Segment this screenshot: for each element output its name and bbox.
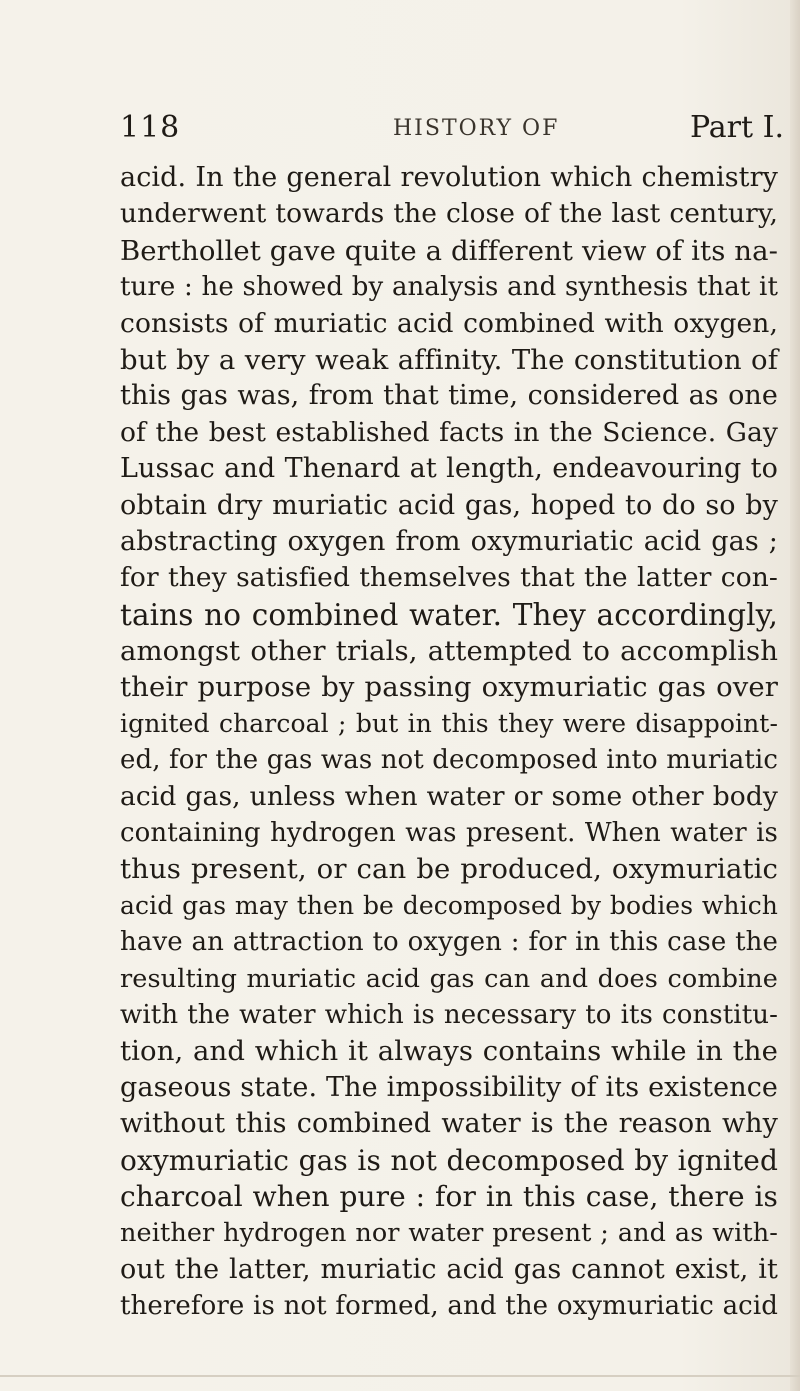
body-text: [120, 160, 778, 1325]
text-line: ignited charcoal ; but in this they were disappoint-: [120, 708, 778, 738]
text-line: amongst other trials, attempted to accomplish: [120, 635, 778, 668]
text-line: have an attraction to oxygen : for in this case the: [120, 927, 778, 958]
text-line: acid. In the general revolution which chemistry: [120, 162, 778, 193]
text-line: charcoal when pure : for in this case, there is: [120, 1179, 778, 1213]
text-line: gaseous state. The impossibility of its existence: [120, 1071, 778, 1103]
text-line: resulting muriatic acid gas can and does combine: [120, 963, 778, 994]
text-line: for they satisfied themselves that the latter con-: [120, 562, 778, 594]
text-line: thus present, or can be produced, oxymuriatic: [120, 853, 778, 886]
text-line: of the best established facts in the Science. Gay: [120, 416, 778, 448]
text-line: oxymuriatic gas is not decomposed by ignited: [120, 1143, 778, 1177]
text-line: without this combined water is the reason why: [120, 1108, 778, 1140]
text-line: containing hydrogen was present. When water is: [120, 818, 778, 849]
text-line: ed, for the gas was not decomposed into muriatic: [120, 745, 778, 776]
text-line: obtain dry muriatic acid gas, hoped to do so by: [120, 489, 778, 521]
text-line: with the water which is necessary to its constitu-: [120, 999, 778, 1030]
text-line: consists of muriatic acid combined with oxygen,: [120, 307, 778, 339]
text-line: Lussac and Thenard at length, endeavouring to: [120, 453, 778, 485]
text-line: but by a very weak affinity. The constitution of: [120, 343, 778, 376]
text-line: tion, and which it always contains while in the: [120, 1035, 778, 1068]
text-line: tains no combined water. They accordingly,: [120, 597, 778, 632]
page-header: [120, 110, 790, 146]
text-line: neither hydrogen nor water present ; and as with-: [120, 1218, 778, 1249]
page-edge-shadow: [790, 0, 800, 1391]
text-line: therefore is not formed, and the oxymuriatic acid: [120, 1291, 778, 1322]
text-line: their purpose by passing oxymuriatic gas over: [120, 671, 778, 704]
text-line: out the latter, muriatic acid gas cannot exist, it: [120, 1253, 778, 1285]
text-line: acid gas, unless when water or some other body: [120, 780, 778, 812]
part-label: Part I.: [689, 110, 784, 145]
text-line: Berthollet gave quite a different view of its na-: [120, 234, 778, 267]
text-line: acid gas may then be decomposed by bodies which: [120, 890, 778, 920]
running-head: HISTORY OF: [393, 116, 560, 141]
text-line: ture : he showed by analysis and synthesis that it: [120, 272, 778, 303]
page-number: 118: [120, 110, 181, 145]
text-line: this gas was, from that time, considered as one: [120, 380, 778, 412]
text-line: underwent towards the close of the last century,: [120, 198, 778, 230]
text-line: abstracting oxygen from oxymuriatic acid gas ;: [120, 525, 778, 557]
page-bottom-edge: [0, 1375, 800, 1377]
